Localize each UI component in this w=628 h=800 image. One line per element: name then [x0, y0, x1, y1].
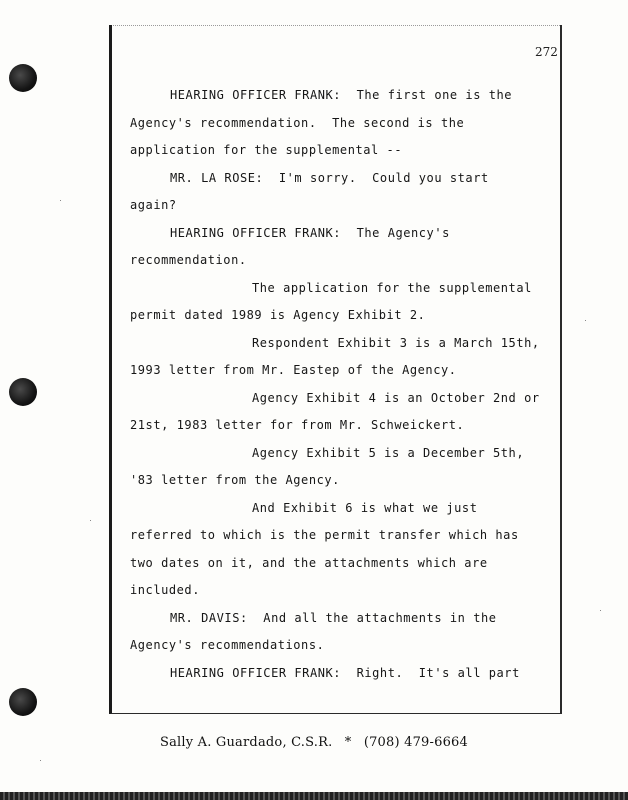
transcript-line: again?	[130, 198, 177, 212]
scan-speck	[90, 520, 91, 521]
transcript-line: Respondent Exhibit 3 is a March 15th,	[252, 336, 540, 350]
scan-speck	[40, 760, 41, 761]
scan-speck	[585, 320, 586, 321]
footer-separator: *	[344, 735, 352, 750]
transcript-line: HEARING OFFICER FRANK: The first one is the	[170, 88, 513, 102]
transcript-line: Agency's recommendations.	[130, 638, 325, 652]
transcript-line: And Exhibit 6 is what we just	[252, 501, 478, 515]
page-footer	[0, 735, 628, 750]
transcript-line: recommendation.	[130, 253, 247, 267]
page-number: 272	[535, 45, 558, 59]
transcript-line: MR. LA ROSE: I'm sorry. Could you start	[170, 171, 489, 185]
transcript-line: Agency Exhibit 5 is a December 5th,	[252, 446, 525, 460]
punch-hole	[9, 378, 37, 406]
transcript-line: Agency's recommendation. The second is the	[130, 116, 465, 130]
transcript-line: included.	[130, 583, 200, 597]
scan-speck	[600, 610, 601, 611]
transcript-line: '83 letter from the Agency.	[130, 473, 340, 487]
transcript-line: Agency Exhibit 4 is an October 2nd or	[252, 391, 540, 405]
transcript-line: 21st, 1983 letter for from Mr. Schweickert.	[130, 418, 465, 432]
transcript-line: 1993 letter from Mr. Eastep of the Agency.	[130, 363, 457, 377]
reporter-phone: (708) 479-6664	[363, 735, 468, 750]
punch-hole	[9, 688, 37, 716]
transcript-line: HEARING OFFICER FRANK: Right. It's all part	[170, 666, 520, 680]
transcript-line: MR. DAVIS: And all the attachments in the	[170, 611, 497, 625]
scan-speck	[60, 200, 61, 201]
transcript-line: application for the supplemental --	[130, 143, 403, 157]
transcript-line: two dates on it, and the attachments which are	[130, 556, 488, 570]
transcript-line: referred to which is the permit transfer which has	[130, 528, 519, 542]
transcript-line: The application for the supplemental	[252, 281, 532, 295]
transcript-line: permit dated 1989 is Agency Exhibit 2.	[130, 308, 426, 322]
scan-edge	[0, 792, 628, 800]
punch-hole	[9, 64, 37, 92]
transcript-line: HEARING OFFICER FRANK: The Agency's	[170, 226, 450, 240]
reporter-name: Sally A. Guardado, C.S.R.	[160, 735, 333, 750]
